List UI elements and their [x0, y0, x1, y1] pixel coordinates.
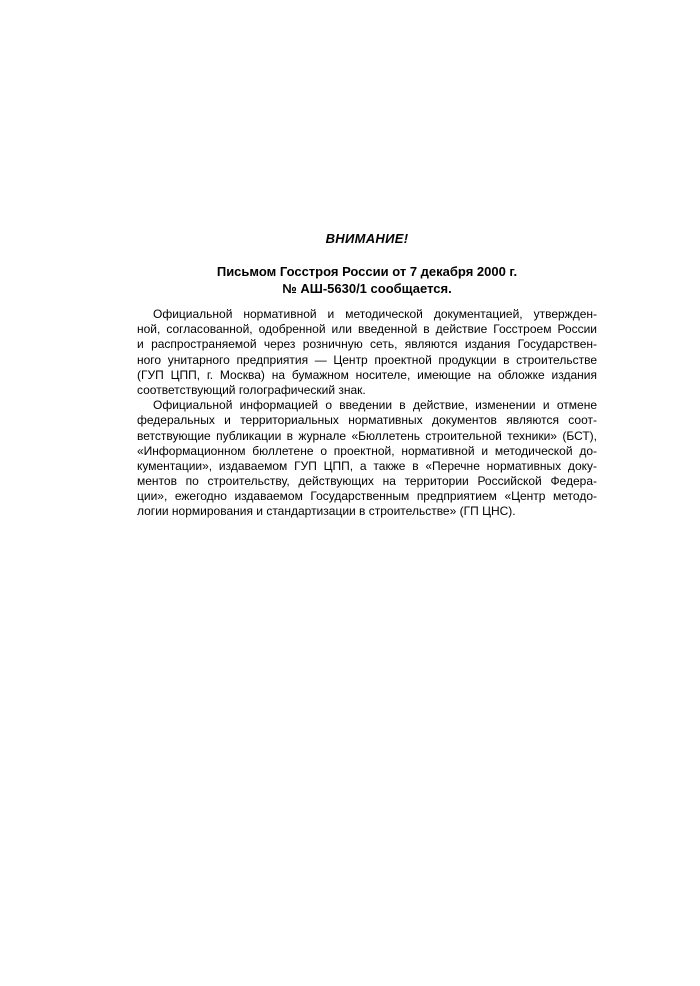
- notice-block: [137, 230, 597, 520]
- notice-body: [137, 307, 597, 520]
- paragraph-line: (ГУП ЦПП, г. Москва) на бумажном носителе, имеющие на обложке издания: [137, 367, 597, 382]
- paragraph-line: ветствующие публикации в журнале «Бюллетень строительной техники» (БСТ),: [137, 428, 597, 443]
- paragraph-line: логии нормирования и стандартизации в строительстве» (ГП ЦНС).: [137, 504, 516, 519]
- paragraph-line: кументации», издаваемом ГУП ЦПП, а также в «Перечне нормативных доку-: [137, 458, 597, 473]
- paragraph-line: ции», ежегодно издаваемом Государственным предприятием «Центр методо-: [137, 489, 597, 504]
- paragraph-official-documentation: [137, 307, 597, 398]
- paragraph-line: соответствующий голографический знак.: [137, 382, 366, 397]
- paragraph-line: «Информационном бюллетене о проектной, нормативной и методической до-: [137, 443, 597, 458]
- paragraph-line: ного унитарного предприятия — Центр проектной продукции в строительстве: [137, 352, 597, 367]
- paragraph-line: и распространяемой через розничную сеть, являются издания Государствен-: [137, 337, 597, 352]
- paragraph-line: Официальной информацией о введении в действие, изменении и отмене: [153, 398, 597, 413]
- notice-heading: ВНИМАНИЕ!: [325, 231, 409, 246]
- paragraph-line: Официальной нормативной и методической документацией, утвержден-: [153, 307, 597, 321]
- letter-title: [137, 263, 597, 297]
- letter-title-line-1: Письмом Госстроя России от 7 декабря 2000 г.: [216, 264, 518, 279]
- letter-title-line-2: № АШ-5630/1 сообщается.: [282, 281, 452, 296]
- paragraph-line: ментов по строительству, действующих на территории Российской Федера-: [137, 474, 597, 489]
- paragraph-line: ной, согласованной, одобренной или введенной в действие Госстроем России: [137, 322, 597, 337]
- paragraph-line: федеральных и территориальных нормативных документов являются соот-: [137, 413, 597, 428]
- paragraph-official-information: [137, 398, 597, 520]
